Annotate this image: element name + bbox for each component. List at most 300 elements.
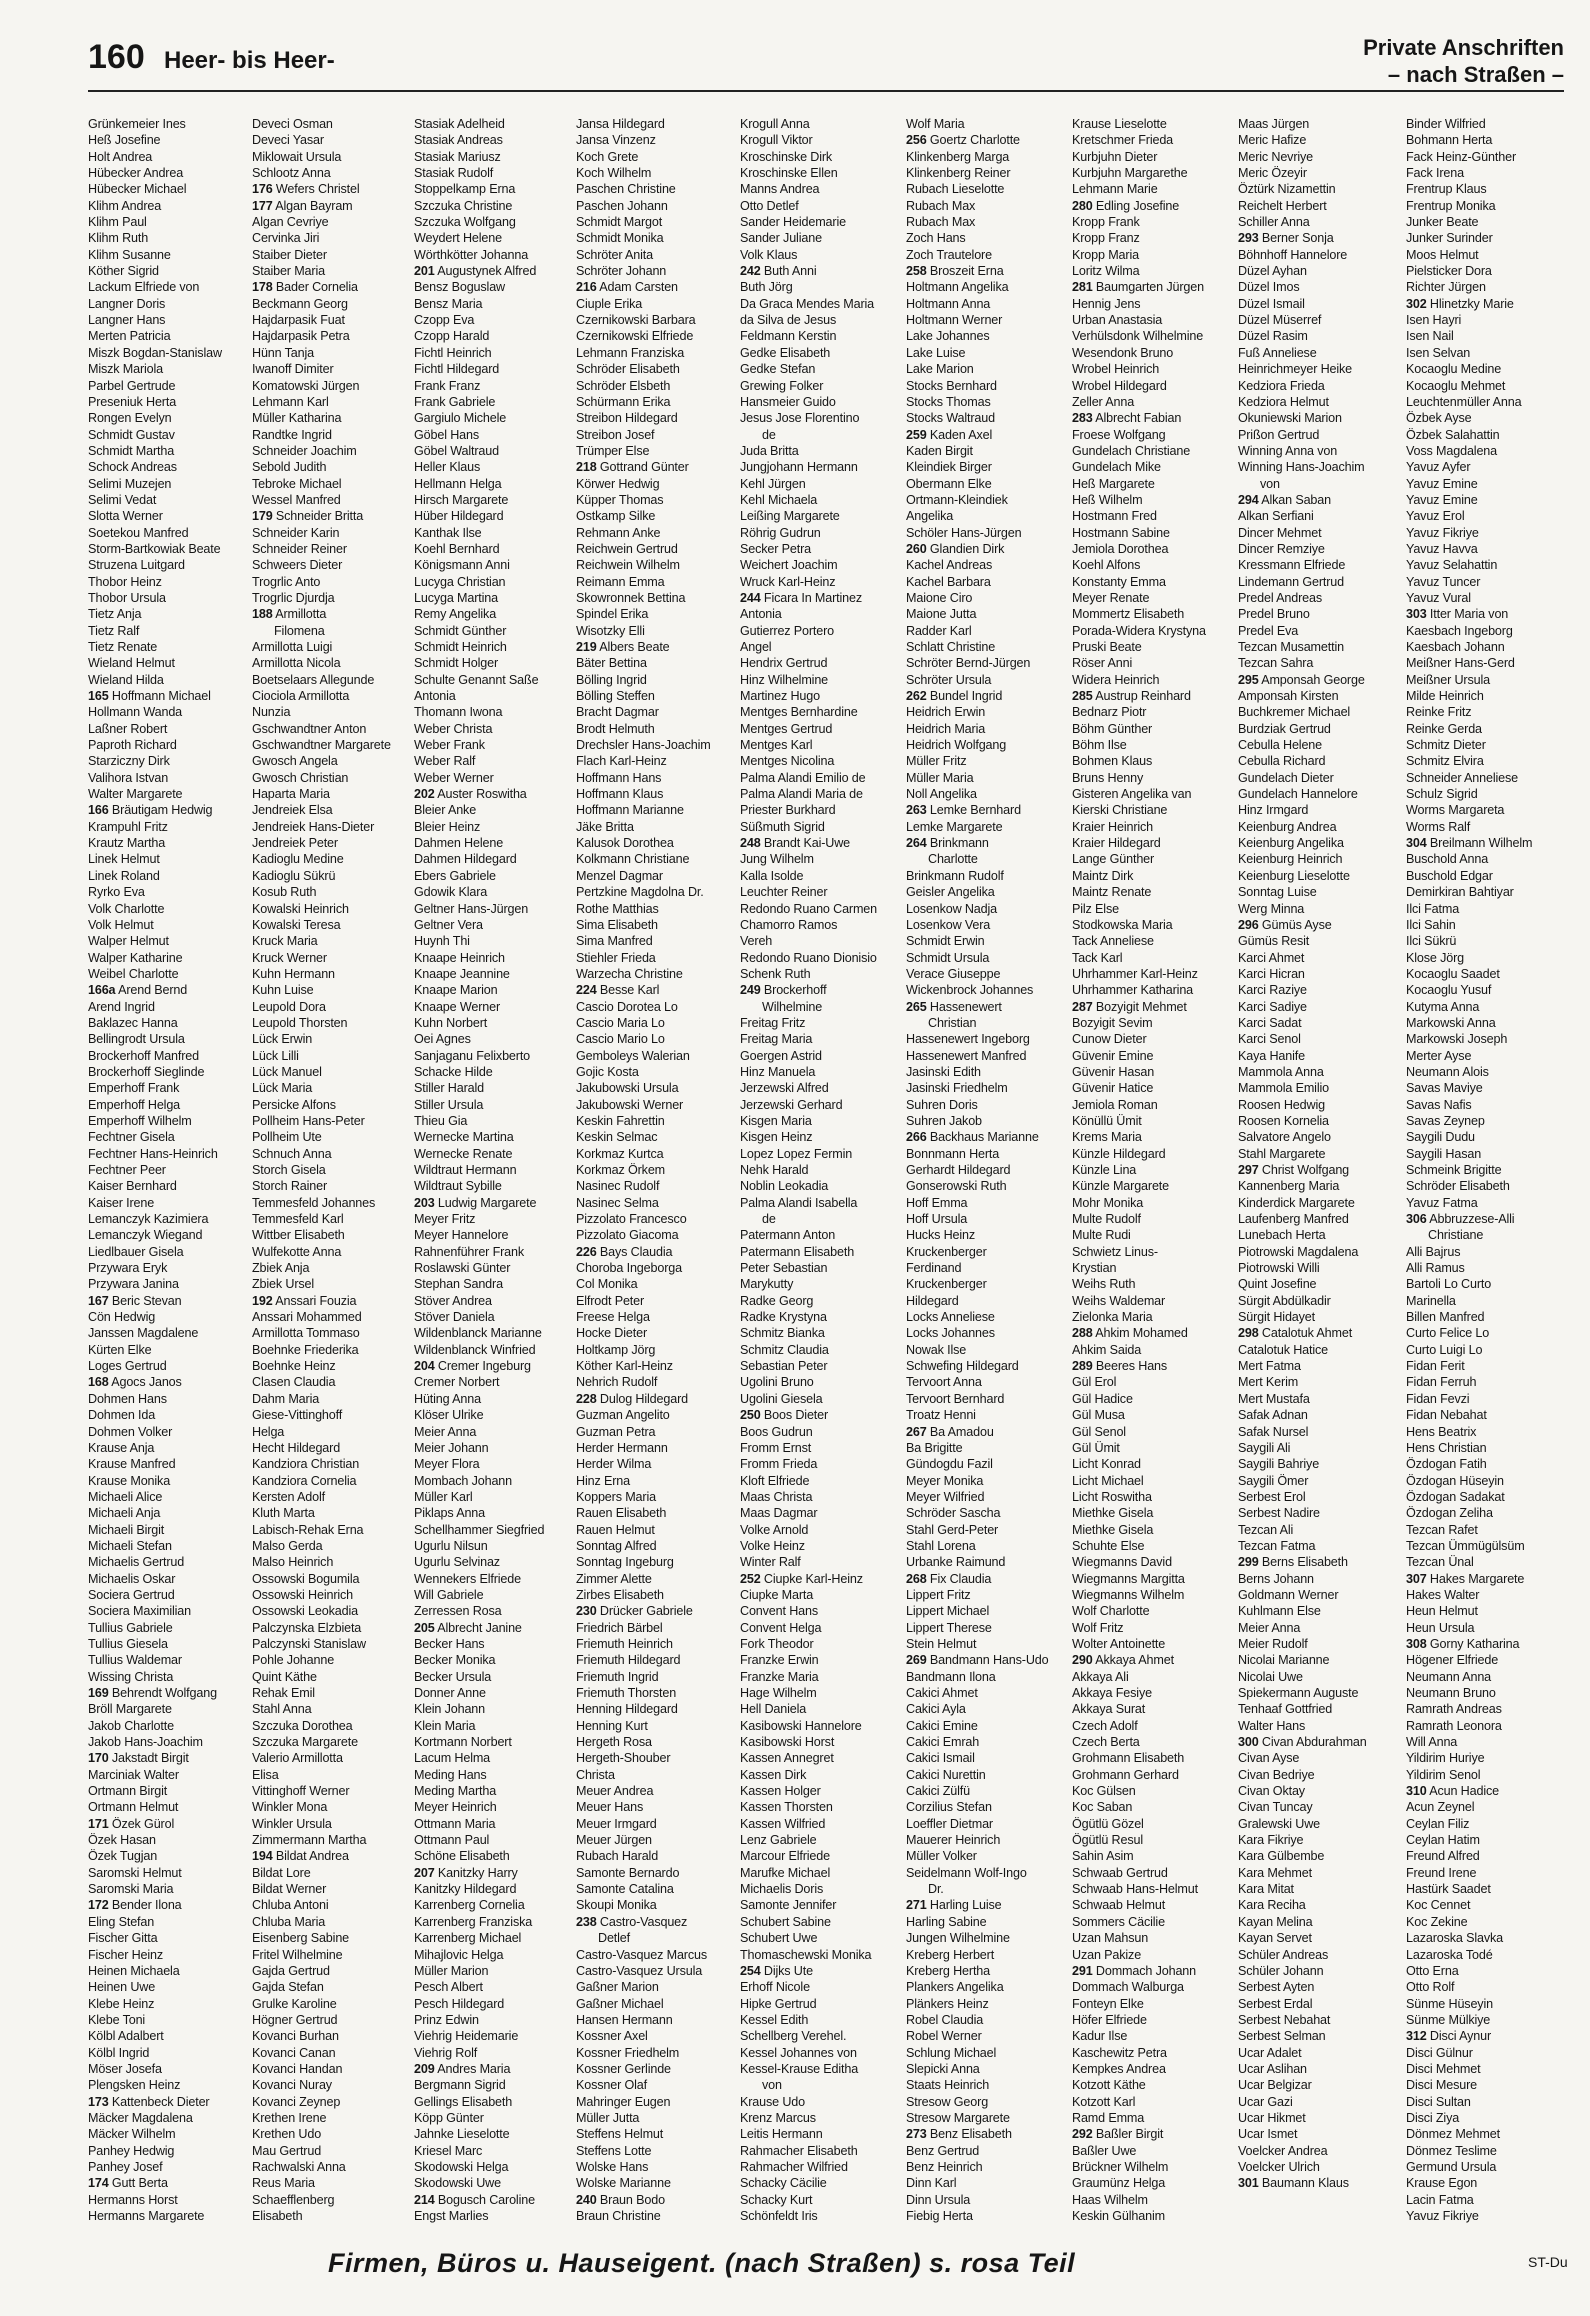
address-entry: Zirbes Elisabeth	[576, 1587, 664, 1602]
address-entry: Angel	[740, 640, 772, 654]
address-entry	[576, 2224, 740, 2226]
address-entry: Jasinski Edith	[906, 1064, 981, 1079]
address-entry: Ramrath Andreas	[1406, 1702, 1502, 1717]
address-entry: Holtmann Angelika	[906, 280, 1009, 295]
house-number: 281	[1072, 280, 1093, 295]
address-entry: Kropp Maria	[1072, 247, 1139, 262]
address-entry: Verace Giuseppe	[906, 966, 1001, 981]
address-entry: Hergeth-Shouber	[576, 1751, 671, 1766]
address-entry: Kowalski Heinrich	[252, 901, 349, 916]
address-entry: Da Graca Mendes Maria	[740, 296, 875, 311]
address-entry: Bruns Henny	[1072, 770, 1144, 785]
address-entry: Koc Saban	[1072, 1800, 1133, 1815]
address-entry: Fonteyn Elke	[1072, 1996, 1144, 2011]
address-entry: Ahkim Saida	[1072, 1342, 1142, 1357]
address-entry: Herder Hermann	[576, 1440, 668, 1455]
address-entry: Rubach Lieselotte	[906, 182, 1005, 197]
address-entry: 169 Behrendt Wolfgang	[88, 1686, 217, 1700]
address-entry: Gül Hadice	[1072, 1391, 1133, 1406]
address-entry: Multe Rudolf	[1072, 1212, 1141, 1227]
address-entry: Korkmaz Örkem	[576, 1163, 666, 1177]
address-entry: Radke Krystyna	[740, 1310, 827, 1325]
address-entry: Mau Gertrud	[252, 2143, 322, 2158]
address-entry: Dr.	[928, 1882, 944, 1897]
address-entry: Güvenir Hatice	[1072, 1081, 1154, 1096]
address-entry: Cervinka Jiri	[252, 231, 320, 246]
address-entry: Jakubowski Ursula	[576, 1081, 679, 1096]
address-entry: Kölbl Ingrid	[88, 2045, 150, 2060]
address-entry: Schneider Joachim	[252, 443, 357, 458]
address-entry: Hellmann Helga	[414, 476, 502, 491]
address-entry: Weihs Ruth	[1072, 1277, 1136, 1292]
address-entry: Keienburg Lieselotte	[1238, 868, 1350, 883]
address-entry: Redondo Ruano Carmen	[740, 901, 878, 916]
house-number: 310	[1406, 1784, 1427, 1799]
address-entry: Geltner Vera	[414, 917, 483, 932]
address-entry: Lake Marion	[906, 362, 974, 377]
address-entry: Fritel Wilhelmine	[252, 1947, 343, 1962]
address-entry: Hecht Hildegard	[252, 1440, 341, 1455]
address-entry: Maas Dagmar	[740, 1506, 818, 1521]
address-entry: Soetekou Manfred	[88, 525, 189, 540]
address-entry: Klebe Heinz	[88, 1996, 155, 2011]
address-entry: Hell Daniela	[740, 1702, 807, 1717]
address-entry: Temmesfeld Johannes	[252, 1195, 376, 1210]
address-entry: Binder Wilfried	[1406, 117, 1486, 131]
house-number: 308	[1406, 1636, 1427, 1651]
address-entry: Sima Elisabeth	[576, 917, 658, 932]
address-entry: Schmidt Monika	[576, 231, 664, 246]
address-entry: Kropp Frank	[1072, 215, 1140, 230]
address-entry: Hassenewert Manfred	[906, 1048, 1027, 1063]
address-entry: Högner Gertrud	[252, 2012, 338, 2027]
address-entry: Lenz Gabriele	[740, 1833, 817, 1848]
address-entry: Kara Reciha	[1238, 1898, 1306, 1913]
address-entry: Lippert Fritz	[906, 1587, 971, 1602]
address-entry: 216 Adam Carsten	[576, 280, 678, 295]
address-entry: Fichtl Heinrich	[414, 345, 492, 360]
address-entry: Jakob Charlotte	[88, 1718, 174, 1733]
address-entry: Kaesbach Ingeborg	[1406, 623, 1513, 638]
address-entry: Jahnke Lieselotte	[414, 2127, 510, 2142]
address-entry: Cön Hedwig	[88, 1310, 156, 1325]
address-entry: Krogull Viktor	[740, 133, 813, 148]
address-entry: Yavuz Havva	[1406, 541, 1478, 556]
address-entry: Locks Anneliese	[906, 1310, 995, 1325]
address-entry: Staats Heinrich	[906, 2078, 990, 2093]
address-entry: Weber Frank	[414, 738, 485, 753]
address-entry: Hajdarpasik Fuat	[252, 313, 345, 328]
address-entry: Kessel Edith	[740, 2012, 809, 2027]
house-number: 292	[1072, 2127, 1093, 2142]
address-entry: Uhrhammer Karl-Heinz	[1072, 966, 1198, 981]
address-entry: Selimi Vedat	[88, 492, 157, 507]
address-entry: Prinz Edwin	[414, 2012, 479, 2027]
address-entry	[740, 2224, 906, 2226]
address-entry: Kuhlmann Else	[1238, 1604, 1321, 1619]
address-entry: Convent Helga	[740, 1620, 822, 1635]
address-entry: Kreberg Hertha	[906, 1963, 991, 1978]
address-entry: Tebroke Michael	[252, 476, 342, 491]
address-entry: Klihm Andrea	[88, 198, 162, 213]
address-entry: Knaape Werner	[414, 999, 501, 1014]
address-entry: Kaiser Bernhard	[88, 1179, 177, 1194]
address-entry: Sebastian Peter	[740, 1359, 828, 1374]
address-entry: Schweers Dieter	[252, 558, 343, 573]
address-entry: Mihajlovic Helga	[414, 1947, 504, 1962]
address-entry: Freund Alfred	[1406, 1849, 1480, 1864]
address-entry: Chluba Antoni	[252, 1898, 329, 1913]
address-entry: Yavuz Fatma	[1406, 1195, 1478, 1210]
address-entry: Paproth Richard	[88, 738, 177, 753]
address-entry: Samonte Jennifer	[740, 1898, 837, 1913]
address-entry: Schwaab Gertrud	[1072, 1865, 1168, 1880]
address-entry: Heinen Michaela	[88, 1963, 180, 1978]
address-entry: 203 Ludwig Margarete	[414, 1195, 537, 1210]
address-entry: Yavuz Ayfer	[1406, 460, 1471, 475]
address-entry: Tezcan Fatma	[1238, 1538, 1316, 1553]
address-entry: Piotrowski Willi	[1238, 1261, 1320, 1276]
address-entry: Stiller Harald	[414, 1081, 484, 1096]
address-entry: Kressmann Elfriede	[1238, 558, 1346, 573]
address-entry: Pruski Beate	[1072, 640, 1142, 654]
address-entry: Catalotuk Hatice	[1238, 1342, 1328, 1357]
address-entry: Serbest Erdal	[1238, 1996, 1313, 2011]
address-entry: Süßmuth Sigrid	[740, 819, 825, 834]
address-entry: Volke Arnold	[740, 1522, 809, 1537]
address-entry: Zimmer Alette	[576, 1571, 652, 1586]
address-entry: Krenz Marcus	[740, 2110, 816, 2125]
address-entry: Jungjohann Hermann	[740, 460, 858, 475]
house-number: 299	[1238, 1555, 1259, 1570]
address-entry: Jesus Jose Florentino	[740, 411, 860, 426]
address-entry: Christiane	[1428, 1228, 1484, 1243]
address-entry: Noblin Leokadia	[740, 1179, 829, 1194]
address-entry: Piotrowski Magdalena	[1238, 1244, 1359, 1259]
address-entry: Kehl Jürgen	[740, 476, 806, 491]
address-entry: Maintz Renate	[1072, 885, 1152, 900]
address-entry: Mentges Gertrud	[740, 721, 833, 736]
address-entry: Stahl Margarete	[1238, 1146, 1326, 1161]
address-entry: Richter Jürgen	[1406, 280, 1486, 295]
address-entry: Serbest Erol	[1238, 1489, 1306, 1504]
house-number: 178	[252, 280, 273, 295]
address-entry: Bandmann Ilona	[906, 1669, 996, 1684]
address-entry: Skodowski Helga	[414, 2159, 509, 2174]
address-entry: Cakici Ismail	[906, 1751, 975, 1766]
address-entry: Tezcan Ali	[1238, 1522, 1294, 1537]
address-entry: Anssari Mohammed	[252, 1310, 362, 1325]
address-entry: Lange Günther	[1072, 852, 1155, 867]
address-entry: 166a Arend Bernd	[88, 983, 188, 998]
address-entry: 167 Beric Stevan	[88, 1293, 182, 1308]
address-entry: Meuer Andrea	[576, 1784, 654, 1799]
address-entry: Schneider Reiner	[252, 541, 347, 556]
house-number: 167	[88, 1293, 109, 1308]
address-entry: Fork Theodor	[740, 1636, 814, 1651]
address-entry: Seidelmann Wolf-Ingo	[906, 1865, 1027, 1880]
address-entry: Yavuz Fikriye	[1406, 2209, 1479, 2223]
address-entry: Kara Fikriye	[1238, 1833, 1304, 1848]
address-entry: Gemboleys Walerian	[576, 1048, 690, 1063]
address-entry: Güvenir Hasan	[1072, 1064, 1155, 1079]
address-entry: Ramrath Leonora	[1406, 1718, 1502, 1733]
address-entry: Krems Maria	[1072, 1130, 1142, 1145]
address-entry: Meyer Renate	[1072, 590, 1150, 605]
address-entry: Kassen Wilfried	[740, 1816, 826, 1831]
address-entry: Becker Monika	[414, 1653, 496, 1668]
address-entry: Reus Maria	[252, 2176, 315, 2191]
house-number: 218	[576, 460, 597, 475]
address-entry: Volk Helmut	[88, 917, 154, 932]
address-entry: Nowak Ilse	[906, 1342, 967, 1357]
address-entry: Kachel Barbara	[906, 574, 991, 589]
address-entry: Schüler Andreas	[1238, 1947, 1329, 1962]
address-entry: 172 Bender Ilona	[88, 1898, 182, 1913]
address-entry: Nicolai Uwe	[1238, 1669, 1303, 1684]
address-entry: Savas Nafis	[1406, 1097, 1472, 1112]
address-entry: Kruck Maria	[252, 934, 318, 949]
address-entry: Eisenberg Sabine	[252, 1931, 350, 1946]
address-entry: Wörthkötter Johanna	[414, 247, 529, 262]
address-entry: Bonnmann Herta	[906, 1146, 1000, 1161]
address-entry: Slotta Werner	[88, 509, 163, 524]
address-entry: Germund Ursula	[1406, 2159, 1497, 2174]
address-entry: Gojic Kosta	[576, 1064, 639, 1079]
address-entry: Kachel Andreas	[906, 558, 993, 573]
address-entry: Schulz Sigrid	[1406, 787, 1478, 802]
address-entry: Michaeli Anja	[88, 1506, 161, 1521]
address-entry: Dahmen Helene	[414, 836, 504, 851]
address-entry: Otto Rolf	[1406, 1980, 1455, 1995]
address-entry: Samonte Bernardo	[576, 1865, 680, 1880]
address-entry: Losenkow Vera	[906, 917, 991, 932]
address-entry: Cascio Maria Lo	[576, 1015, 665, 1030]
house-number: 266	[906, 1130, 927, 1145]
address-entry: Stephan Sandra	[414, 1277, 503, 1292]
address-entry: Gundelach Christiane	[1072, 443, 1191, 458]
address-entry: Wruck Karl-Heinz	[740, 574, 836, 589]
address-entry: Kehl Michaela	[740, 492, 818, 507]
address-entry: Frank Gabriele	[414, 394, 496, 409]
address-entry: Wilhelmine	[762, 999, 823, 1014]
address-entry: Fechtner Peer	[88, 1163, 166, 1177]
address-entry: 240 Braun Bodo	[576, 2192, 665, 2207]
address-entry: Merter Ayse	[1406, 1048, 1472, 1063]
address-entry: Tenhaaf Gottfried	[1238, 1702, 1333, 1717]
address-entry: Trogrlic Djurdja	[252, 590, 335, 605]
address-entry: Schwaab Helmut	[1072, 1898, 1166, 1913]
address-entry: Michaeli Alice	[88, 1489, 163, 1504]
address-entry: Karci Senol	[1238, 1032, 1301, 1047]
house-number: 249	[740, 983, 761, 998]
address-entry: Stein Helmut	[906, 1636, 977, 1651]
address-entry: Kretschmer Frieda	[1072, 133, 1174, 148]
address-entry: Kruckenberger	[906, 1244, 987, 1259]
address-entry: Worms Margareta	[1406, 803, 1505, 818]
address-entry: Özbek Ayse	[1406, 411, 1472, 426]
address-entry: Hoffmann Klaus	[576, 787, 664, 802]
address-entry: Lehmann Franziska	[576, 345, 685, 360]
address-entry: Michaeli Birgit	[88, 1522, 165, 1537]
address-entry: Hüber Hildegard	[414, 509, 504, 524]
address-entry: Köpp Günter	[414, 2110, 484, 2125]
address-entry: Trümper Else	[576, 443, 650, 458]
address-entry: Cakici Ahmet	[906, 1686, 978, 1700]
address-entry: Wiegmanns David	[1072, 1555, 1172, 1570]
address-entry: Lake Johannes	[906, 329, 990, 344]
house-number: 174	[88, 2176, 109, 2191]
address-entry: Savas Maviye	[1406, 1081, 1483, 1096]
address-entry: Bednarz Piotr	[1072, 705, 1147, 720]
address-entry: Lindemann Gertrud	[1238, 574, 1344, 589]
address-entry: Wolf Charlotte	[1072, 1604, 1150, 1619]
address-entry: Okuniewski Marion	[1238, 411, 1342, 426]
address-entry: Gajda Stefan	[252, 1980, 324, 1995]
address-entry: Gül Musa	[1072, 1408, 1125, 1423]
address-entry: Fischer Gitta	[88, 1931, 158, 1946]
address-entry: Kandziora Cornelia	[252, 1473, 357, 1488]
address-entry: 265 Hassenewert	[906, 999, 1002, 1014]
address-entry: 168 Agocs Janos	[88, 1375, 182, 1390]
address-entry: Leißing Margarete	[740, 509, 840, 524]
address-entry: Ögütlü Gözel	[1072, 1816, 1144, 1831]
address-entry: Schmidt Martha	[88, 443, 175, 458]
house-number: 192	[252, 1293, 273, 1308]
address-entry: Meric Hafize	[1238, 133, 1307, 148]
address-entry: Köther Sigrid	[88, 264, 159, 279]
address-entry: Krethen Irene	[252, 2110, 327, 2125]
house-number: 290	[1072, 1653, 1093, 1668]
address-entry: Kreberg Herbert	[906, 1947, 995, 1962]
house-number: 172	[88, 1898, 109, 1913]
address-entry: Will Anna	[1406, 1735, 1458, 1750]
address-entry: Jungen Wilhelmine	[906, 1931, 1010, 1946]
address-entry: Kovanci Handan	[252, 2061, 343, 2076]
address-entry: Heidrich Maria	[906, 721, 986, 736]
address-entry: Hansen Hermann	[576, 2012, 673, 2027]
address-entry: Lacum Helma	[414, 1751, 491, 1766]
address-entry: Schwaab Hans-Helmut	[1072, 1882, 1198, 1897]
address-entry: Gundelach Mike	[1072, 460, 1161, 475]
address-entry: Hastürk Saadet	[1406, 1882, 1491, 1897]
address-entry: Leupold Thorsten	[252, 1015, 348, 1030]
address-entry: Yavuz Emine	[1406, 492, 1478, 507]
address-entry: Armillotta Tommaso	[252, 1326, 360, 1341]
address-entry: Castro-Vasquez Marcus	[576, 1947, 707, 1962]
address-entry: Antonia	[414, 689, 456, 704]
address-entry	[414, 2224, 576, 2226]
address-entry: Friemuth Thorsten	[576, 1686, 677, 1700]
address-entry: Mammola Emilio	[1238, 1081, 1329, 1096]
address-entry: Klihm Paul	[88, 215, 147, 230]
address-entry: Rubach Max	[906, 215, 976, 230]
address-entry: Fromm Frieda	[740, 1457, 818, 1472]
address-entry: Predel Andreas	[1238, 590, 1323, 605]
address-entry: Güvenir Emine	[1072, 1048, 1154, 1063]
address-entry: Noll Angelika	[906, 787, 977, 802]
address-entry: Meyer Hannelore	[414, 1228, 509, 1243]
address-entry: 165 Hoffmann Michael	[88, 689, 211, 704]
house-number: 304	[1406, 836, 1427, 851]
address-entry: 292 Baßler Birgit	[1072, 2127, 1164, 2142]
address-entry: Maas Christa	[740, 1489, 813, 1504]
address-entry: Schröter Anita	[576, 247, 654, 262]
house-number: 302	[1406, 296, 1427, 311]
address-entry: Özdogan Fatih	[1406, 1457, 1487, 1472]
address-entry: Kuhn Norbert	[414, 1015, 488, 1030]
address-entry: Maione Jutta	[906, 607, 977, 622]
address-entry: Meier Anna	[1238, 1620, 1301, 1635]
address-entry: Weichert Joachim	[740, 558, 838, 573]
address-entry: Böhnhoff Hannelore	[1238, 247, 1348, 262]
address-entry: Ottmann Maria	[414, 1816, 496, 1831]
address-entry: Kloft Elfriede	[740, 1473, 810, 1488]
address-entry: Jakob Hans-Joachim	[88, 1735, 203, 1750]
address-entry: Wolf Maria	[906, 117, 965, 131]
address-entry: Skoupi Monika	[576, 1898, 657, 1913]
address-entry: Froese Wolfgang	[1072, 427, 1166, 442]
address-entry: Wildenblanck Marianne	[414, 1326, 542, 1341]
house-number: 230	[576, 1604, 597, 1619]
address-entry: 264 Brinkmann	[906, 836, 989, 851]
header-rule	[88, 90, 1564, 92]
address-entry: Uzan Mahsun	[1072, 1931, 1149, 1946]
address-entry: von	[1260, 476, 1280, 491]
address-entry: Pielsticker Dora	[1406, 264, 1492, 279]
address-entry: Koc Gülsen	[1072, 1784, 1136, 1799]
address-entry: Bäter Bettina	[576, 656, 647, 671]
address-entry: Meuer Hans	[576, 1800, 644, 1815]
address-entry: Erhoff Nicole	[740, 1980, 810, 1995]
address-entry: Szczuka Dorothea	[252, 1718, 353, 1733]
address-entry: Koch Wilhelm	[576, 166, 652, 181]
address-entry: Armillotta Nicola	[252, 656, 341, 671]
address-entry: Amponsah Kirsten	[1238, 689, 1339, 704]
address-entry: Brückner Wilhelm	[1072, 2159, 1169, 2174]
house-number: 268	[906, 1571, 927, 1586]
address-entry: Hoffmann Marianne	[576, 803, 684, 818]
address-entry: Müller Volker	[906, 1849, 977, 1864]
address-entry: Müller Katharina	[252, 411, 342, 426]
address-column	[1406, 116, 1568, 2226]
address-entry: Disci Mesure	[1406, 2078, 1477, 2093]
address-entry: Bohmen Klaus	[1072, 754, 1153, 769]
page-footer	[0, 2240, 1590, 2290]
address-entry: 303 Itter Maria von	[1406, 607, 1509, 622]
address-entry: Samonte Catalina	[576, 1882, 674, 1897]
address-entry: Brockerhoff Manfred	[88, 1048, 200, 1063]
address-entry: Fischer Heinz	[88, 1947, 164, 1962]
address-entry: Wernecke Renate	[414, 1146, 513, 1161]
address-entry: Wildtraut Hermann	[414, 1163, 517, 1177]
address-entry: Volk Charlotte	[88, 901, 165, 916]
address-entry: Civan Bedriye	[1238, 1767, 1315, 1782]
address-entry: Tezcan Rafet	[1406, 1522, 1478, 1537]
address-entry: Sanjaganu Felixberto	[414, 1048, 531, 1063]
address-entry: Jasinski Friedhelm	[906, 1081, 1008, 1096]
address-entry: 238 Castro-Vasquez	[576, 1914, 688, 1929]
address-entry: Sima Manfred	[576, 934, 653, 949]
address-entry: Radder Karl	[906, 623, 972, 638]
address-entry: Saygili Hasan	[1406, 1146, 1482, 1161]
address-entry: Kaya Hanife	[1238, 1048, 1305, 1063]
address-entry: Hocke Dieter	[576, 1326, 647, 1341]
address-entry: Skowronnek Bettina	[576, 590, 686, 605]
address-entry: Malso Heinrich	[252, 1555, 334, 1570]
address-entry: Michaelis Oskar	[88, 1571, 176, 1586]
address-entry: Gschwandtner Margarete	[252, 738, 391, 753]
